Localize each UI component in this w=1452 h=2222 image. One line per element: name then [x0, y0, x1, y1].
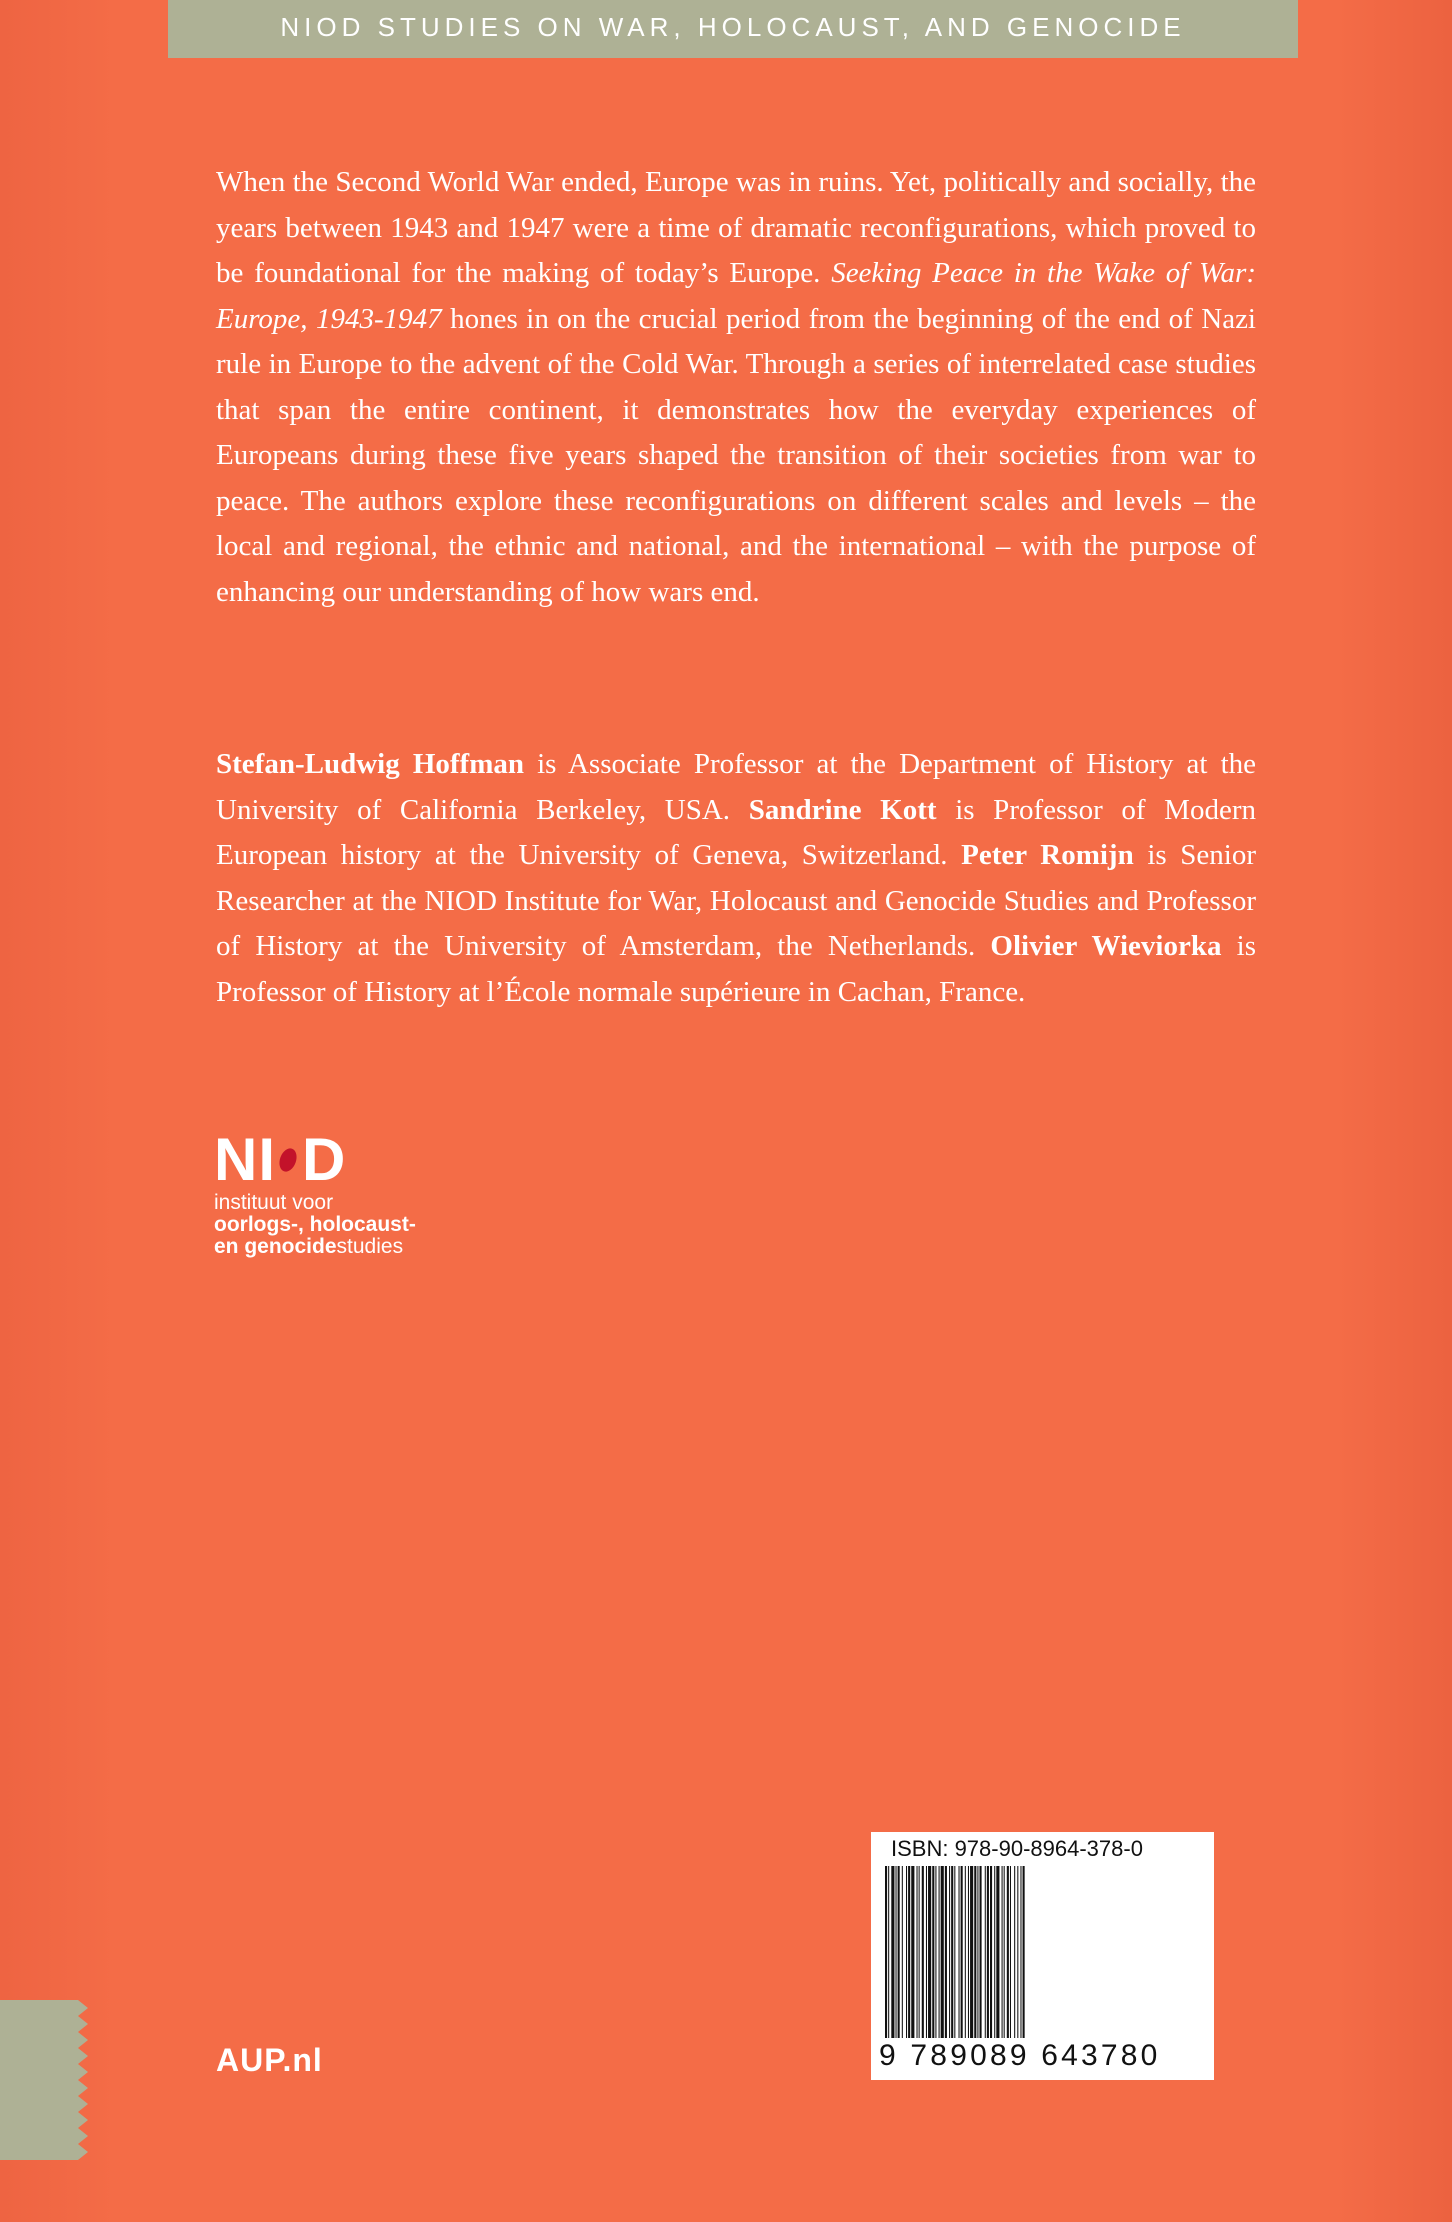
isbn-barcode: [871, 1832, 1214, 2080]
spine-tab-decoration: [0, 2000, 88, 2160]
series-title: NIOD STUDIES ON WAR, HOLOCAUST, AND GENOCIDE: [280, 11, 1186, 42]
barcode-bar: [919, 1866, 920, 2038]
barcode-bar: [888, 1866, 889, 2038]
barcode-bar: [1010, 1866, 1011, 2038]
red-dot-icon: [276, 1146, 299, 1174]
barcode-bar: [970, 1866, 973, 2038]
barcode-bar: [987, 1866, 989, 2038]
barcode-bar: [902, 1866, 903, 2038]
barcode-bar: [945, 1866, 947, 2038]
logo-line-3-regular: studies: [336, 1235, 404, 1258]
book-title: Seeking Peace in the Wake of War: Europe, 1943-1947: [216, 257, 1256, 335]
barcode-bar: [939, 1866, 940, 2038]
logo-line-3: [214, 1236, 416, 1258]
book-description: [216, 160, 1256, 615]
barcode-bar: [968, 1866, 969, 2038]
barcode-bar: [922, 1866, 924, 2038]
barcode-bar: [1014, 1866, 1015, 2038]
barcode-bar: [951, 1866, 953, 2038]
barcode-bar: [926, 1866, 927, 2038]
barcode-digits: 9 789089 643780: [879, 2039, 1161, 2072]
barcode-bar: [965, 1866, 966, 2038]
author-name: Stefan-Ludwig Hoffman: [216, 748, 524, 780]
barcode-bar: [932, 1866, 934, 2038]
barcode-bar: [1007, 1866, 1009, 2038]
barcode-bar: [941, 1866, 944, 2038]
series-band: [168, 0, 1298, 58]
barcode-bar: [994, 1866, 995, 2038]
barcode-bar: [928, 1866, 931, 2038]
author-bio: is Senior Researcher at the NIOD Institute for War, Holocaust and Genocide Studies and Professor of History at the University of Amsterdam, the Netherlands.: [216, 839, 1257, 962]
barcode-bar: [974, 1866, 976, 2038]
barcode-bar: [949, 1866, 950, 2038]
niod-wordmark-left: NI: [214, 1126, 276, 1193]
barcode-bar: [961, 1866, 963, 2038]
author-bios: [216, 742, 1256, 1015]
barcode-bar: [1002, 1866, 1003, 2038]
isbn-label: ISBN: 978-90-8964-378-0: [891, 1836, 1143, 1861]
barcode-bar: [985, 1866, 986, 2038]
author-name: Peter Romijn: [961, 839, 1134, 871]
barcode-bar: [990, 1866, 992, 2038]
barcode-bar: [911, 1866, 914, 2038]
barcode-bar: [935, 1866, 936, 2038]
logo-line-2: oorlogs-, holocaust-: [214, 1213, 416, 1236]
barcode-bar: [954, 1866, 955, 2038]
barcode-icon: [885, 1866, 1201, 2038]
description-part-1: When the Second World War ended, Europe was in ruins. Yet, politically and socially, the years between 1943 and 1947 were a time of dramatic reconfigurations, which proved to be foundational for the making of today’s Europe.: [216, 166, 1256, 289]
author-name: Sandrine Kott: [748, 793, 937, 826]
barcode-bar: [908, 1866, 910, 2038]
niod-wordmark: [214, 1126, 416, 1193]
barcode-bar: [898, 1866, 900, 2038]
barcode-bar: [996, 1866, 999, 2038]
barcode-bar: [891, 1866, 894, 2038]
barcode-bar: [1017, 1866, 1018, 2038]
publisher-url: AUP.nl: [216, 2042, 323, 2078]
barcode-bar: [977, 1866, 978, 2038]
niod-logo-text: [214, 1192, 416, 1258]
author-bio: is Professor of History at l’École normale supérieure in Cachan, France.: [216, 930, 1256, 1008]
barcode-bar: [917, 1866, 918, 2038]
niod-wordmark-right: D: [302, 1126, 347, 1193]
barcode-bar: [1004, 1866, 1005, 2038]
author-name: Olivier Wieviorka: [990, 930, 1222, 962]
barcode-bar: [959, 1866, 960, 2038]
barcode-bar: [906, 1866, 907, 2038]
author-bio: is Associate Professor at the Department of History at the University of California Berkeley, USA.: [216, 748, 1256, 826]
barcode-bar: [885, 1866, 887, 2038]
barcode-bar: [1020, 1866, 1021, 2038]
barcode-bar: [1023, 1866, 1025, 2038]
description-part-2: hones in on the crucial period from the beginning of the end of Nazi rule in Europe to the advent of the Cold War. Through a series of interrelated case studies that span the entire continent, it demonstrates how the everyday experiences of Europeans during these five years shaped the transition of their societies from war to peace. The authors explore these reconfigurations on different scales and levels – the local and regional, the ethnic and national, and the international – with the purpose of enhancing our understanding of how wars end.: [216, 302, 1256, 608]
barcode-bar: [980, 1866, 982, 2038]
logo-line-3-bold: en genocide: [214, 1235, 337, 1258]
logo-line-1: instituut voor: [214, 1191, 334, 1214]
niod-logo: [214, 1126, 416, 1258]
author-bio: is Professor of Modern European history at the University of Geneva, Switzerland.: [216, 793, 1256, 871]
barcode-bar: [896, 1866, 897, 2038]
